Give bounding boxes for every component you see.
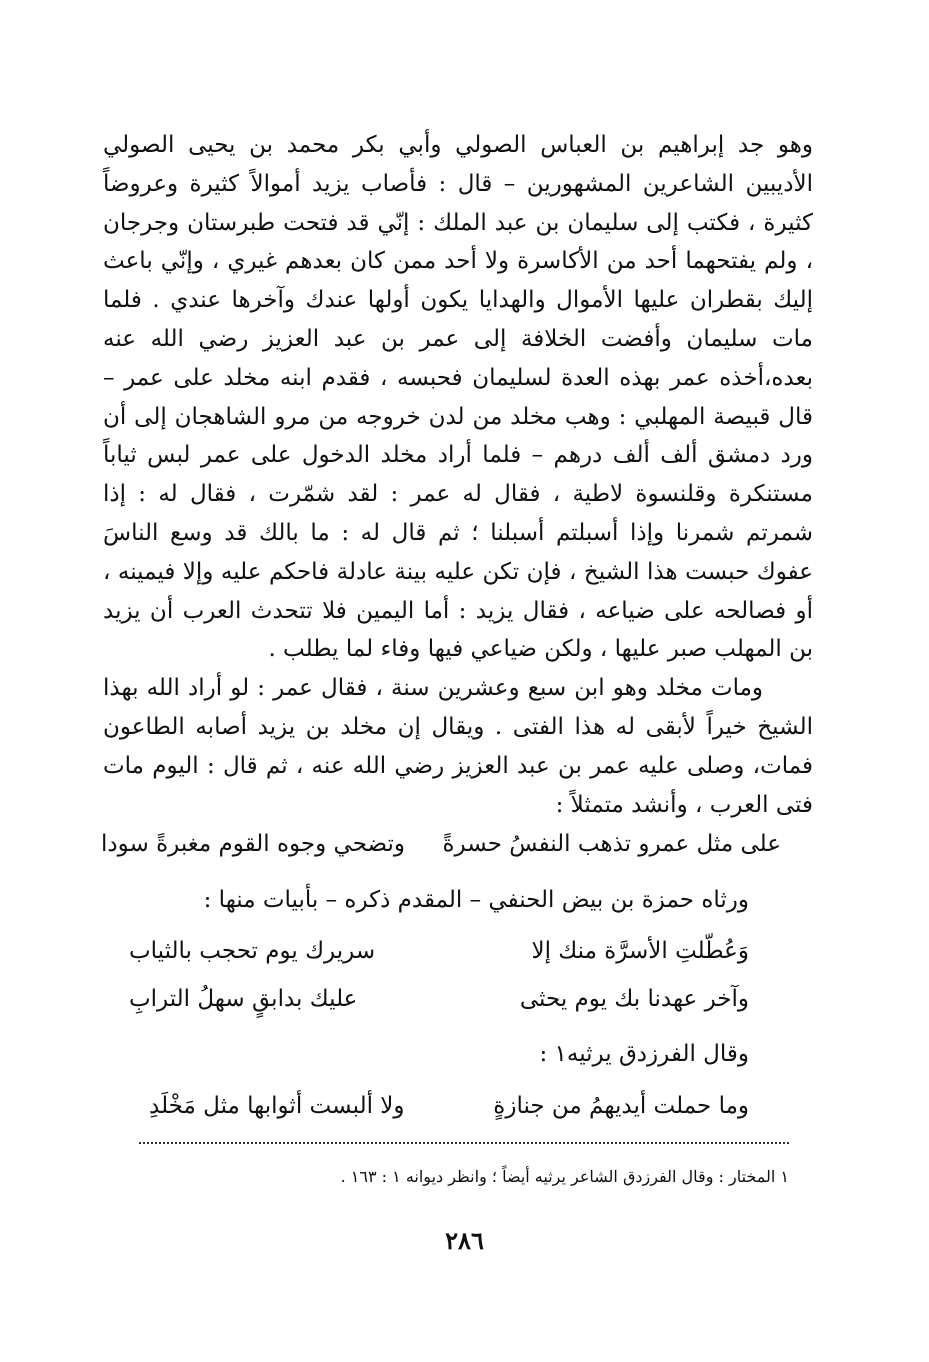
verse-4 [149, 1086, 749, 1126]
elegy-intro-hamza: ورثاه حمزة بن بيض الحنفي – المقدم ذكره – بأبيات منها : [203, 887, 749, 913]
text-line: أن يزيد بن المهلب صبر عليها ، ولكن ضياعي فيها وفاء لما يطلب . [103, 597, 813, 663]
text-line: وأنشد متمثلاً : [555, 791, 688, 818]
footnote-divider [139, 1142, 789, 1144]
page-number: ٢٨٦ [445, 1226, 484, 1255]
paragraph-1 [103, 126, 813, 669]
verse-2 [129, 930, 749, 972]
main-text [103, 126, 813, 824]
verse-2-first-hemistich: وَعُطّلتِ الأسرَّة منك إلا [531, 938, 749, 964]
footnote: ١ المختار : وقال الفرزدق الشاعر يرثيه أيضاً ؛ وانظر ديوانه ١ : ١٦٣ . [340, 1167, 789, 1186]
text-line: قد وسع الناسَ عفوك حبست هذا الشيخ ، فإن تكن عليه بينة عادلة فاحكم عليه [103, 519, 813, 585]
text-line: الشيخ خيراً لأبقى له هذا الفتى . ويقال إن مخلد بن يزيد أصابه الطاعون فمات، [103, 713, 814, 779]
text-line: لسليمان فحبسه ، فقدم ابنه مخلد على عمر – قال قبيصة المهلبي : وهب مخلد من [103, 364, 813, 430]
verse-3-first-hemistich: وآخر عهدنا بك يوم يحثى [519, 986, 749, 1012]
text-line: أحد من الأكاسرة ولا أحد ممن كان بعدهم غيري ، وإنّي باعث إليك بقطران [103, 248, 814, 314]
verse-1 [101, 824, 781, 864]
text-line: لدن خروجه من مرو الشاهجان إلى أن ورد دمشق ألف ألف درهم – فلما أراد [103, 403, 814, 469]
text-line: وأفضت الخلافة إلى عمر بن عبد العزيز رضي الله عنه بعده،أخذه عمر بهذه العدة [103, 325, 814, 391]
verse-4-first-hemistich: وما حملت أيديهمُ من جنازةٍ [493, 1093, 749, 1119]
elegy-intro-farazdaq: وقال الفرزدق يرثيه١ : [539, 1041, 749, 1067]
text-line: وصلى عليه عمر بن عبد العزيز رضي الله عنه ، ثم قال : اليوم مات فتى العرب ، [103, 752, 813, 818]
verse-3-second-hemistich: عليك بدابقٍ سهلُ الترابِ [129, 986, 358, 1012]
verse-1-first-hemistich: على مثل عمرو تذهب النفسُ حسرةً [442, 831, 781, 857]
text-line: شمّرت ، فقال له : إذا شمرتم شمرنا وإذا أسبلتم أسبلنا ؛ ثم قال له : ما بالك [103, 481, 814, 546]
text-line: وهو جد إبراهيم بن العباس الصولي وأبي بكر محمد بن يحيى الصولي الأديبين [103, 132, 814, 197]
text-line: فكتب إلى سليمان بن عبد الملك : إنّي قد فتحت طبرستان وجرجان ، ولم يفتحهما [103, 209, 813, 275]
text-line: عليها الأموال والهدايا يكون أولها عندك وآخرها عندي . فلما مات سليمان [103, 287, 813, 352]
text-line: ومات مخلد وهو ابن سبع وعشرين سنة ، فقال عمر : لو أراد الله بهذا [103, 675, 763, 702]
text-line: وإلا فيمينه ، أو فصالحه على ضياعه ، فقال يزيد : أما اليمين فلا تتحدث العرب [103, 558, 813, 624]
verse-1-second-hemistich: وتضحي وجوه القوم مغبرةً سودا [101, 831, 406, 857]
verse-4-second-hemistich: ولا ألبست أثوابها مثل مَخْلَدِ [149, 1093, 405, 1119]
paragraph-2 [103, 669, 813, 824]
text-line: الشاعرين المشهورين – قال : فأصاب يزيد أموالاً كثيرة وعروضاً كثيرة ، [103, 170, 813, 236]
verse-2-second-hemistich: سريرك يوم تحجب بالثياب [129, 938, 376, 964]
verse-3 [129, 978, 749, 1020]
text-line: مخلد الدخول على عمر لبس ثياباً مستنكرة وقلنسوة لاطية ، فقال له عمر : لقد [103, 442, 813, 508]
